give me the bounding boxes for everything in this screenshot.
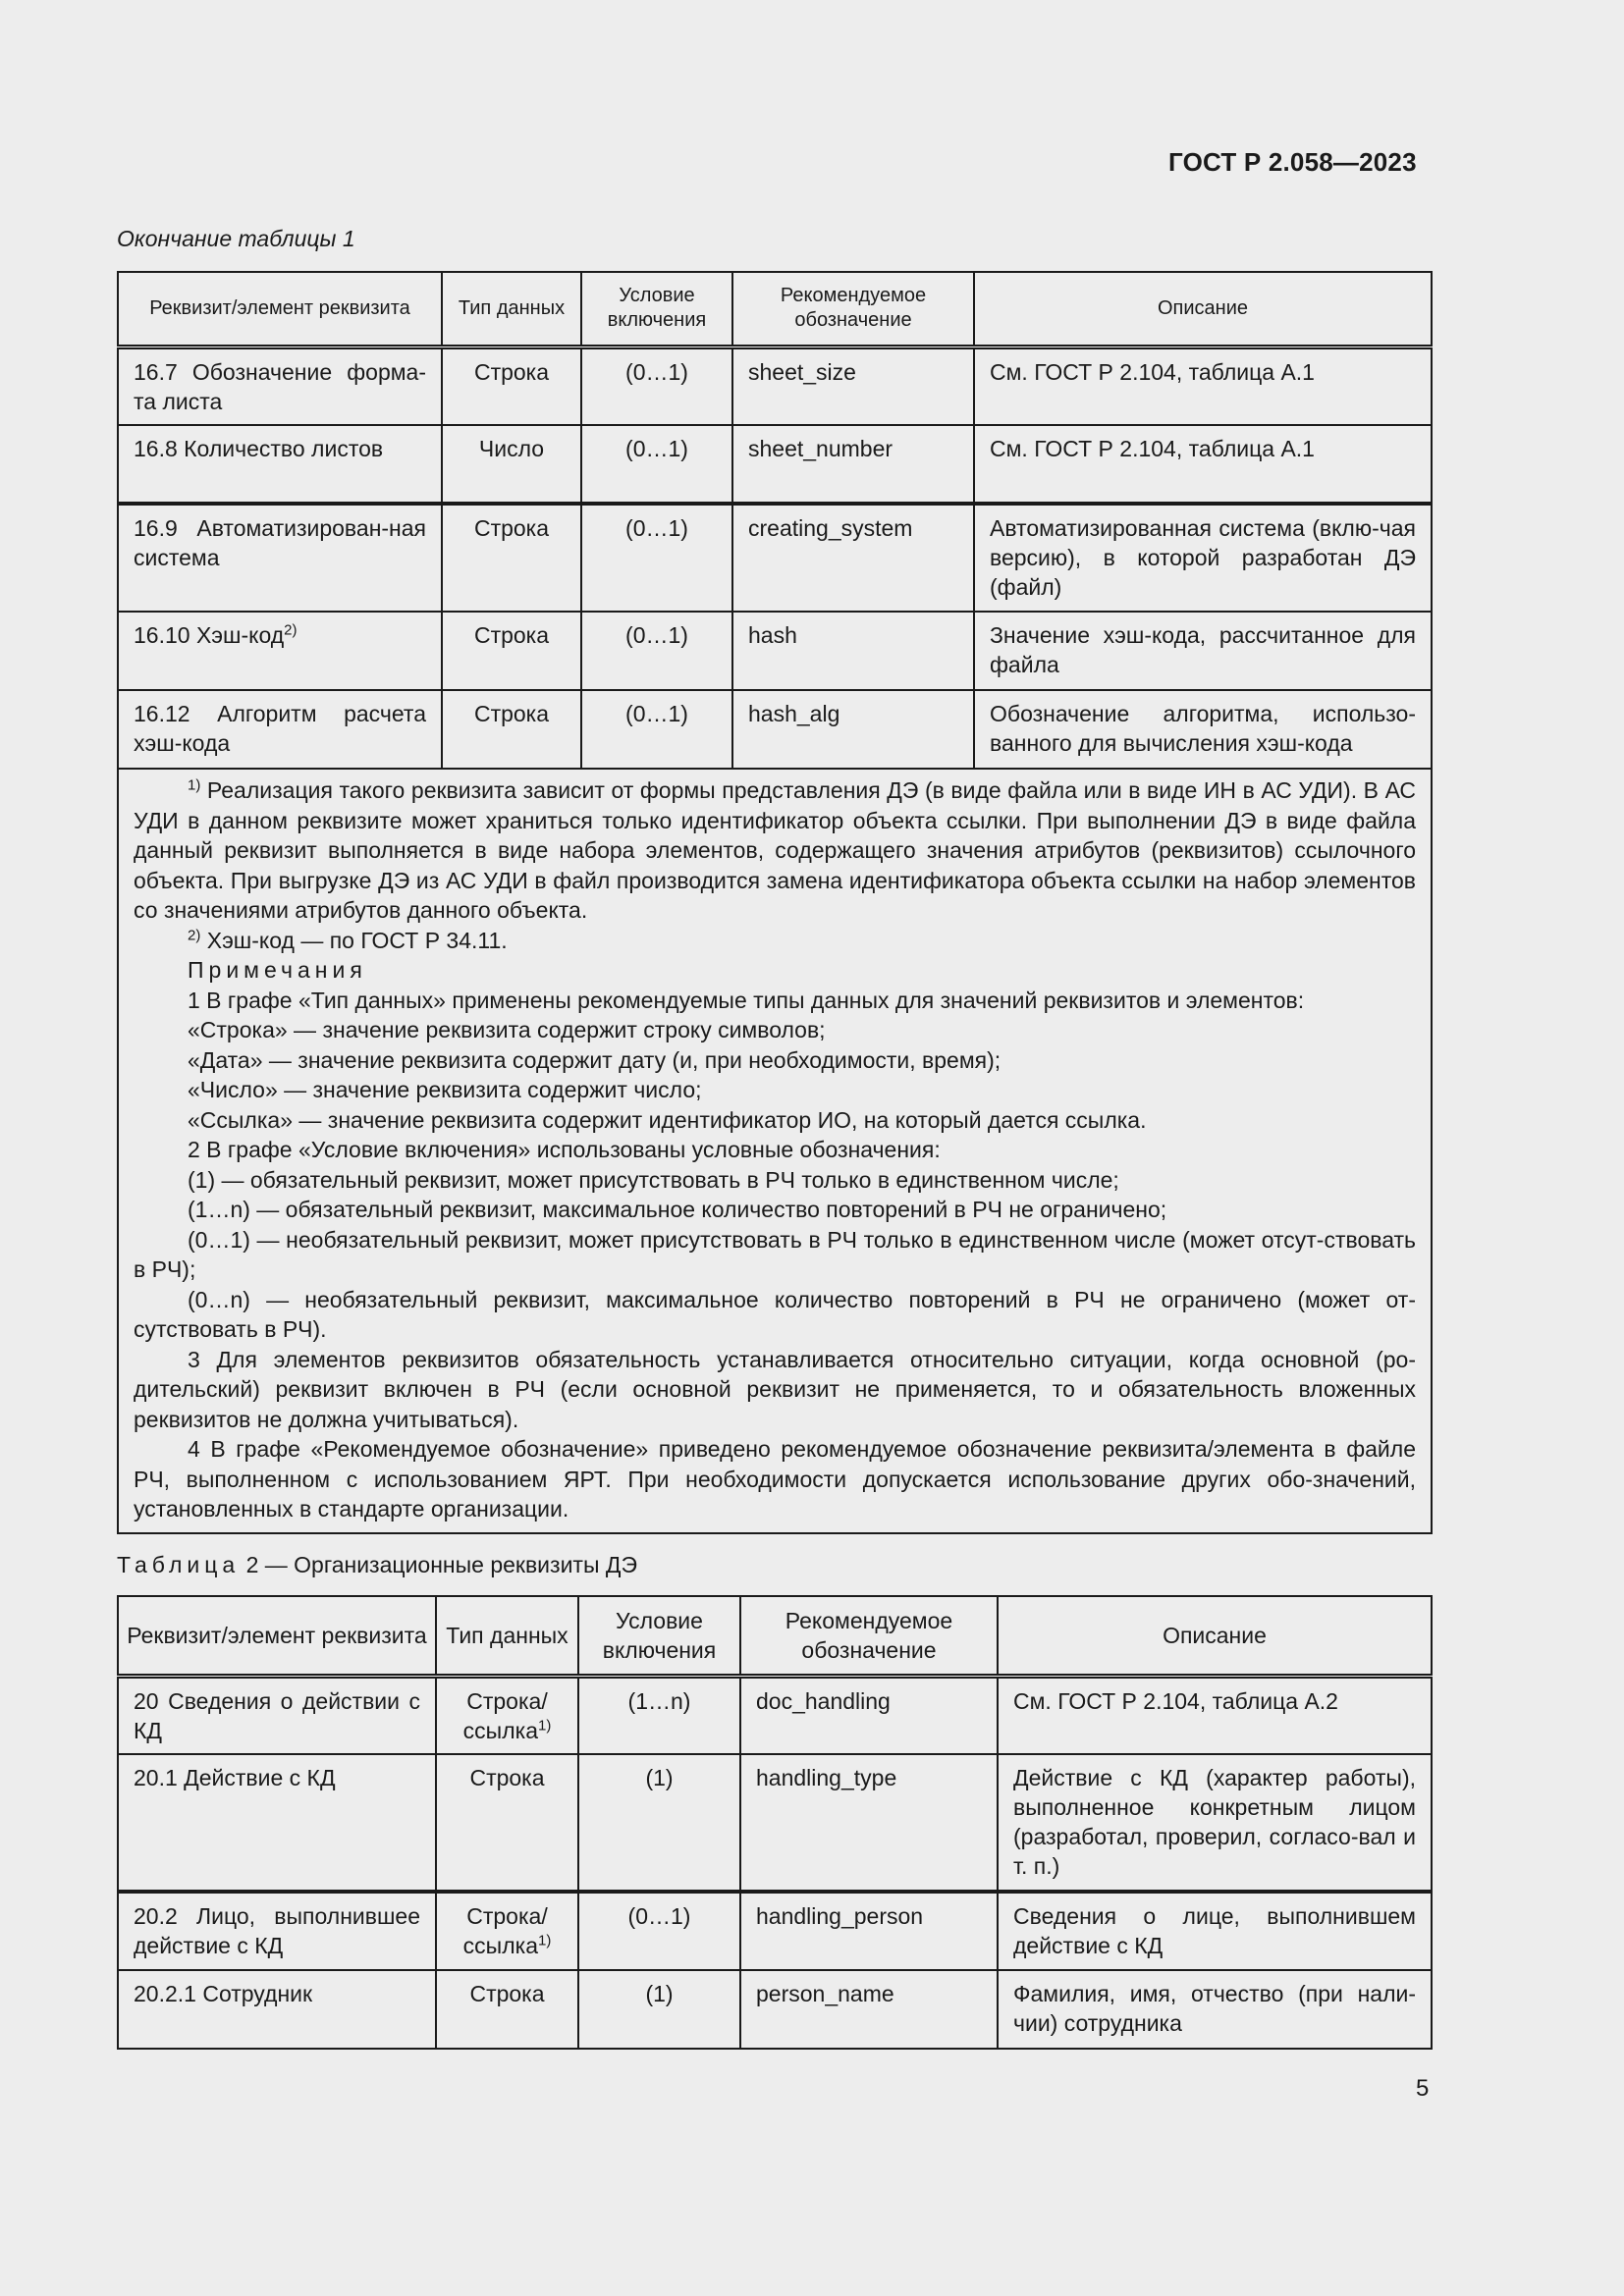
- t1-header-code: Рекомендуемое обозначение: [732, 272, 974, 347]
- cell-code: person_name: [740, 1970, 998, 2049]
- notes-title: Примечания: [188, 957, 367, 983]
- cell-cond: (1…n): [578, 1676, 740, 1754]
- cell-cond: (0…1): [581, 425, 732, 504]
- table2: [117, 1595, 1433, 2050]
- page-number: 5: [1416, 2075, 1430, 2102]
- cell-cond: (0…1): [581, 690, 732, 769]
- note-line: 1 В графе «Тип данных» применены рекомендуемые типы данных для значений реквизитов и элементов:: [188, 987, 1305, 1013]
- cell-type: [436, 1676, 578, 1754]
- cell-desc: См. ГОСТ Р 2.104, таблица А.1: [974, 347, 1432, 425]
- cell-type-text: Строка/ ссылка: [462, 1903, 548, 1958]
- cell-type: Строка: [436, 1754, 578, 1892]
- cell-name: 16.7 Обозначение форма-та листа: [118, 347, 442, 425]
- cell-name: 16.8 Количество листов: [118, 425, 442, 504]
- footnote-1: [134, 775, 1416, 926]
- cell-code: creating_system: [732, 504, 974, 612]
- t2-header-cond: Условие включения: [578, 1596, 740, 1676]
- cell-cond: (1): [578, 1970, 740, 2049]
- table2-caption-rest: 2 — Организационные реквизиты ДЭ: [245, 1552, 637, 1577]
- note-line: (1…n) — обязательный реквизит, максимальное количество повторений в РЧ не ограничено;: [188, 1197, 1167, 1222]
- cell-code: handling_person: [740, 1892, 998, 1970]
- t1-header-name: Реквизит/элемент реквизита: [118, 272, 442, 347]
- t1-header-desc: Описание: [974, 272, 1432, 347]
- footnote-ref: 1): [537, 1932, 552, 1949]
- footnote-ref: 2): [284, 621, 298, 639]
- note-line: 2 В графе «Условие включения» использованы условные обозначения:: [188, 1137, 941, 1162]
- footnote-ref: 1): [537, 1716, 552, 1734]
- footnote-1-text: Реализация такого реквизита зависит от формы представления ДЭ (в виде файла или в виде ИН в АС УДИ). В АС УДИ в данном реквизите может храниться только идентификатор объекта ссылки. При выполнении ДЭ в виде файла данный реквизит выполняется в виде набора элементов, содержащего значения атрибутов (реквизитов) ссылочного объекта. При выгрузке ДЭ из АС УДИ в файл производится замена идентификатора объекта ссылки на набор элементов со значениями атрибутов данного объекта.: [134, 777, 1417, 923]
- t2-header-desc: Описание: [998, 1596, 1432, 1676]
- footnote-mark: 1): [188, 776, 201, 794]
- cell-type: Строка: [436, 1970, 578, 2049]
- note-line: «Строка» — значение реквизита содержит строку символов;: [188, 1017, 826, 1042]
- cell-cond: (0…1): [581, 347, 732, 425]
- cell-name: 20.1 Действие с КД: [118, 1754, 436, 1892]
- notes-row: [118, 769, 1432, 1533]
- cell-type: Строка: [442, 612, 581, 690]
- notes-block: [118, 769, 1432, 1533]
- table-row: [118, 1754, 1432, 1892]
- cell-desc: Обозначение алгоритма, использо-ванного для вычисления хэш-кода: [974, 690, 1432, 769]
- note-line: 3 Для элементов реквизитов обязательность устанавливается относительно ситуации, когда основной (ро-дительский) реквизит включен в РЧ (если основной реквизит не применяется, то и обязательность вложенных реквизитов не должна учитываться).: [134, 1346, 1416, 1432]
- table-row: [118, 1892, 1432, 1970]
- cell-type-text: Строка/ ссылка: [462, 1687, 548, 1743]
- footnote-2-text: Хэш-код — по ГОСТ Р 34.11.: [206, 927, 508, 953]
- cell-code: handling_type: [740, 1754, 998, 1892]
- cell-desc: Фамилия, имя, отчество (при нали-чии) сотрудника: [998, 1970, 1432, 2049]
- cell-code: doc_handling: [740, 1676, 998, 1754]
- cell-code: sheet_number: [732, 425, 974, 504]
- note-line: (0…n) — необязательный реквизит, максимальное количество повторений в РЧ не ограничено (может от-сутствовать в РЧ).: [134, 1286, 1416, 1342]
- cell-desc: См. ГОСТ Р 2.104, таблица А.2: [998, 1676, 1432, 1754]
- cell-cond: (0…1): [581, 504, 732, 612]
- standard-code: ГОСТ Р 2.058—2023: [1168, 147, 1417, 177]
- cell-desc: Сведения о лице, выполнившем действие с КД: [998, 1892, 1432, 1970]
- cell-name: 20.2 Лицо, выполнившее действие с КД: [118, 1892, 436, 1970]
- cell-name: [118, 612, 442, 690]
- cell-type: Число: [442, 425, 581, 504]
- cell-code: hash_alg: [732, 690, 974, 769]
- cell-name: 16.12 Алгоритм расчета хэш-кода: [118, 690, 442, 769]
- table-row: [118, 612, 1432, 690]
- cell-cond: (1): [578, 1754, 740, 1892]
- note-line: «Дата» — значение реквизита содержит дату (и, при необходимости, время);: [188, 1046, 1001, 1073]
- table-row: [118, 1970, 1432, 2049]
- table1-caption: Окончание таблицы 1: [117, 226, 355, 251]
- cell-name: 20.2.1 Сотрудник: [118, 1970, 436, 2049]
- footnote-mark: 2): [188, 926, 201, 943]
- cell-desc: Автоматизированная система (вклю-чая версию), в которой разработан ДЭ (файл): [974, 504, 1432, 612]
- note-line: (1) — обязательный реквизит, может присутствовать в РЧ только в единственном числе;: [188, 1166, 1119, 1193]
- cell-code: hash: [732, 612, 974, 690]
- note-line: «Число» — значение реквизита содержит число;: [188, 1077, 702, 1102]
- table-row: [118, 504, 1432, 612]
- t1-header-cond: Условие включения: [581, 272, 732, 347]
- table-row: [118, 1676, 1432, 1754]
- cell-desc: См. ГОСТ Р 2.104, таблица А.1: [974, 425, 1432, 504]
- t1-header-type: Тип данных: [442, 272, 581, 347]
- cell-name: 20 Сведения о действии с КД: [118, 1676, 436, 1754]
- cell-code: sheet_size: [732, 347, 974, 425]
- note-line: «Ссылка» — значение реквизита содержит идентификатор ИО, на который дается ссылка.: [188, 1106, 1147, 1133]
- cell-name-text: 16.10 Хэш-код: [134, 622, 285, 648]
- t2-header-name: Реквизит/элемент реквизита: [118, 1596, 436, 1676]
- table2-caption: [117, 1552, 637, 1578]
- cell-type: Строка: [442, 690, 581, 769]
- table1: [117, 271, 1433, 1534]
- table-row: [118, 425, 1432, 504]
- cell-desc: Значение хэш-кода, рассчитанное для файла: [974, 612, 1432, 690]
- note-line: (0…1) — необязательный реквизит, может присутствовать в РЧ только в единственном числе (может отсут-ствовать в РЧ);: [134, 1226, 1416, 1282]
- table2-caption-word: Таблица: [117, 1552, 241, 1577]
- cell-cond: (0…1): [578, 1892, 740, 1970]
- t2-header-type: Тип данных: [436, 1596, 578, 1676]
- table-row: [118, 347, 1432, 425]
- footnote-2: [134, 926, 1416, 956]
- cell-name: 16.9 Автоматизирован-ная система: [118, 504, 442, 612]
- t2-header-code: Рекомендуемое обозначение: [740, 1596, 998, 1676]
- cell-type: Строка: [442, 504, 581, 612]
- note-line: 4 В графе «Рекомендуемое обозначение» приведено рекомендуемое обозначение реквизита/элемента в файле РЧ, выполненном с использованием ЯРТ. При необходимости допускается использование других обо-значений, установленных в стандарте организации.: [134, 1436, 1416, 1522]
- table-row: [118, 690, 1432, 769]
- cell-desc: Действие с КД (характер работы), выполненное конкретным лицом (разработал, проверил, согласо-вал и т. п.): [998, 1754, 1432, 1892]
- cell-type: Строка: [442, 347, 581, 425]
- cell-cond: (0…1): [581, 612, 732, 690]
- cell-type: [436, 1892, 578, 1970]
